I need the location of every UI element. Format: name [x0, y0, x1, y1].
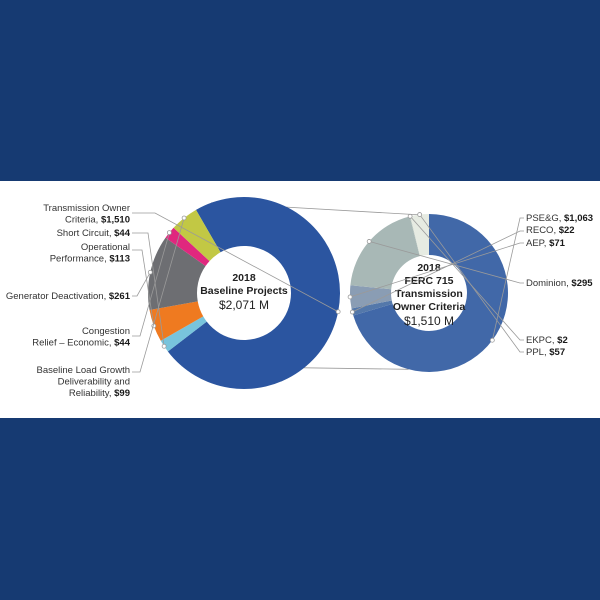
ferc715-value-ekpc: $2 — [557, 335, 568, 346]
ferc715-value-reco: $22 — [558, 225, 575, 236]
baseline-label-transmission-owner-criteria-line-1: Transmission Owner — [43, 203, 130, 214]
ferc715-value-ppl: $57 — [549, 347, 566, 358]
ferc715-label-reco-line-1: RECO, $22 — [526, 225, 575, 236]
ferc715-center-title-line-4: Owner Criteria — [392, 301, 466, 313]
baseline-center-title-line-1: 2018 — [232, 272, 256, 284]
ferc715-label-ekpc-line-1: EKPC, $2 — [526, 335, 568, 346]
baseline-leader-dot-generator-deactivation — [148, 270, 152, 274]
ferc715-leader-dot-dominion — [367, 239, 371, 243]
ferc715-label-aep-line-1: AEP, $71 — [526, 238, 565, 249]
ferc715-leader-dot-pseandg — [490, 338, 494, 342]
baseline-value-operational-performance: $113 — [109, 253, 130, 265]
ferc715-value-pseandg: $1,063 — [564, 213, 594, 224]
baseline-label-operational-performance-line-1: Operational — [80, 242, 130, 253]
baseline-value-transmission-owner-criteria: $1,510 — [100, 214, 130, 226]
ferc715-label-ppl-line-1: PPL, $57 — [526, 347, 566, 358]
ferc715-center-total: $1,510 M — [403, 314, 455, 328]
ferc715-label-dominion-line-1: Dominion, $295 — [526, 278, 593, 289]
ferc715-leader-dot-ekpc — [408, 214, 412, 218]
baseline-leader-dot-baseline-load-growth-deliverability-and-reliability — [182, 216, 186, 220]
baseline-value-generator-deactivation: $261 — [108, 291, 130, 302]
baseline-label-baseline-load-growth-deliverability-and-reliability-line-2: Deliverability and — [57, 376, 130, 388]
baseline-center-total: $2,071 M — [218, 298, 270, 312]
ferc715-leader-dot-ppl — [418, 213, 422, 217]
baseline-value-baseline-load-growth-deliverability-and-reliability: $99 — [114, 388, 130, 399]
ferc715-center-title-line-2: FERC 715 — [404, 275, 454, 287]
baseline-label-congestion-relief-economic-line-1: Congestion — [81, 326, 130, 337]
baseline-label-congestion-relief-economic-line-2: Relief – Economic, $44 — [32, 337, 130, 349]
baseline-label-transmission-owner-criteria-line-2: Criteria, $1,510 — [65, 214, 130, 226]
baseline-leader-dot-transmission-owner-criteria — [336, 310, 340, 314]
baseline-label-operational-performance-line-2: Performance, $113 — [49, 253, 130, 265]
ferc715-value-aep: $71 — [549, 238, 565, 249]
baseline-leader-dot-congestion-relief-economic — [167, 231, 171, 235]
baseline-leader-dot-short-circuit — [162, 344, 166, 348]
baseline-value-congestion-relief-economic: $44 — [114, 337, 130, 349]
baseline-center-title-line-2: Baseline Projects — [200, 285, 288, 297]
baseline-label-short-circuit-line-1: Short Circuit, $44 — [56, 228, 130, 239]
baseline-value-short-circuit: $44 — [114, 228, 130, 239]
baseline-label-generator-deactivation-line-1: Generator Deactivation, $261 — [5, 291, 130, 302]
ferc715-label-pseandg-line-1: PSE&G, $1,063 — [526, 213, 594, 224]
ferc715-leader-dot-reco — [350, 310, 354, 314]
ferc715-value-dominion: $295 — [571, 278, 593, 289]
ferc715-center-title-line-3: Transmission — [395, 288, 463, 300]
ferc715-leader-dot-aep — [348, 295, 352, 299]
baseline-label-baseline-load-growth-deliverability-and-reliability-line-1: Baseline Load Growth — [36, 365, 130, 376]
ferc715-center-title-line-1: 2018 — [417, 262, 441, 274]
baseline-label-baseline-load-growth-deliverability-and-reliability-line-3: Reliability, $99 — [68, 388, 130, 399]
